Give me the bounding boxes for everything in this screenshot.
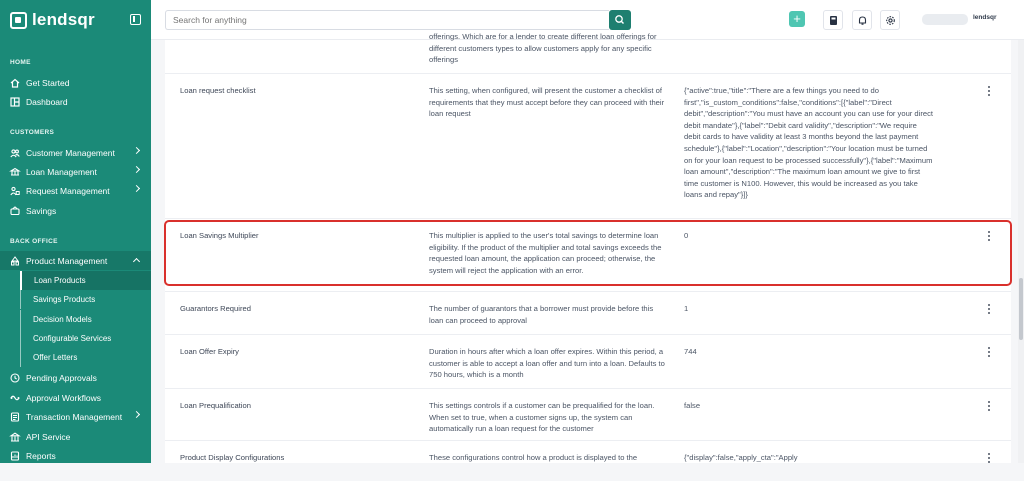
users-icon [10,148,20,158]
sidebar-item-label: Request Management [26,185,110,196]
sidebar-subitem-configurable-services[interactable]: Configurable Services [20,329,151,348]
request-icon [10,186,20,196]
sidebar-subitem-loan-products[interactable]: Loan Products [20,271,151,290]
sidebar-item-label: Pending Approvals [26,372,97,383]
setting-description: This multiplier is applied to the user's total savings to determine loan eligibility. If the product of the multiplier and total savings exceeds the requested loan amount, the application can proceed; otherwise, the system will reject the application with an error. [429,231,662,275]
dashboard-icon [10,97,20,107]
setting-description: This setting, when configured, will present the customer a checklist of requirements that they must accept before they can proceed with their loan request [429,86,665,119]
sidebar [0,0,151,463]
table-row [165,219,1011,292]
table-row [165,335,1011,389]
setting-name: Loan Prequalification [180,401,251,410]
scrollbar[interactable] [1018,40,1024,463]
section-heading-home: HOME [10,59,31,66]
sidebar-item-reports[interactable] [0,446,151,465]
table-row [165,389,1011,441]
sidebar-item-label: Transaction Management [26,411,123,422]
user-name-blurred[interactable] [922,14,968,25]
setting-description: offerings. Which are for a lender to create different loan offerings for different customers types to allow customers apply for any specific offerings [429,32,657,65]
workflow-icon [10,393,20,403]
savings-icon [10,206,20,216]
chevron-right-icon [133,166,140,173]
setting-value: 744 [684,347,697,356]
home-icon [10,78,20,88]
sidebar-subitem-savings-products[interactable]: Savings Products [20,290,151,309]
row-actions-icon[interactable] [986,347,992,357]
brand-logo[interactable] [10,10,95,30]
sidebar-item-label: Product Management [26,255,108,266]
bank-icon [10,432,20,442]
sidebar-item-loan-management[interactable] [0,162,151,181]
section-heading-customers: CUSTOMERS [10,129,55,136]
gear-icon [885,15,896,26]
search-icon [609,10,631,30]
row-actions-icon[interactable] [986,453,992,463]
sidebar-item-transaction-management[interactable] [0,407,151,426]
row-actions-icon[interactable] [986,86,992,96]
setting-name: Loan Offer Expiry [180,347,239,356]
sidebar-item-label: Reports [26,450,56,461]
sidebar-item-label: Get Started [26,77,70,88]
book-icon [828,15,839,26]
add-button[interactable] [789,11,805,27]
sidebar-item-label: Loan Management [26,166,97,177]
setting-description: This settings controls if a customer can be prequalified for the loan. When set to true, when a customer signs up, the system can automatically run a loan request for the customer [429,401,655,434]
section-heading-back-office: BACK OFFICE [10,238,58,245]
sidebar-item-label: Dashboard [26,96,68,107]
chevron-up-icon [133,258,140,265]
sidebar-item-label: Approval Workflows [26,392,101,403]
sidebar-item-customer-management[interactable] [0,143,151,162]
transaction-icon [10,412,20,422]
report-icon [10,451,20,461]
sidebar-item-label: Customer Management [26,147,115,158]
setting-description: Duration in hours after which a loan offer expires. Within this period, a customer is able to accept a loan offer and turn into a loan. Defaults to 750 hours, which is a month [429,347,665,380]
search-button[interactable] [609,10,631,30]
chevron-right-icon [133,411,140,418]
sidebar-item-label: API Service [26,431,71,442]
sidebar-subitem-decision-models[interactable]: Decision Models [20,310,151,329]
setting-description: The number of guarantors that a borrower must provide before this loan can proceed to approval [429,304,654,325]
lendsqr-logo-icon [10,12,27,29]
sidebar-item-approval-workflows[interactable] [0,388,151,407]
sidebar-item-savings[interactable] [0,201,151,220]
search-input[interactable] [165,10,609,30]
setting-name: Guarantors Required [180,304,251,313]
loan-icon [10,167,20,177]
plus-icon: + [793,11,801,26]
sidebar-item-api-service[interactable] [0,427,151,446]
chevron-right-icon [133,147,140,154]
sidebar-item-dashboard[interactable] [0,92,151,111]
sidebar-item-request-management[interactable] [0,181,151,200]
configurations-table [165,32,1011,463]
scrollbar-thumb[interactable] [1019,278,1023,340]
sidebar-item-pending-approvals[interactable] [0,368,151,387]
sidebar-item-get-started[interactable] [0,73,151,92]
setting-value: 0 [684,231,689,240]
clock-icon [10,373,20,383]
row-actions-icon[interactable] [986,401,992,411]
table-row [165,441,1011,481]
table-row [165,292,1011,335]
row-actions-icon[interactable] [986,304,992,314]
setting-value: {"display":false,"apply_cta":"Apply [684,453,798,462]
bell-icon [857,15,868,26]
sidebar-item-label: Savings [26,205,57,216]
settings-button[interactable] [880,10,900,30]
setting-name: Loan request checklist [180,86,256,95]
setting-value: {"active":true,"title":"There are a few things you need to do first","is_custom_conditions":false,"conditions":[{"label":"Direct debit","description":"You must have an account you can use for your direct debit mandate"},{"label":"Debit card validity","description":"We require debit cards to have validity at least 3 months beyond the last payment schedule"},{"label":"Location","description":"Your location must be turned on for your loan request to be processed successfully"},{"label":"Maximum loan amount","description":"The maximum loan amount we give to first time customer is N100. However, this would be increased as you take loans and repay"}]} [684,86,934,200]
setting-value: false [684,401,701,410]
collapse-sidebar-icon[interactable] [130,14,141,25]
setting-value: 1 [684,304,689,313]
book-button[interactable] [823,10,843,30]
setting-name: Product Display Configurations [180,453,285,462]
setting-description: These configurations control how a product is displayed to the [429,453,638,462]
sidebar-item-product-management[interactable] [0,251,151,270]
row-actions-icon[interactable] [986,231,992,241]
notifications-button[interactable] [852,10,872,30]
sidebar-subitem-offer-letters[interactable]: Offer Letters [20,348,151,367]
table-row [165,30,1011,74]
product-icon [10,256,20,266]
setting-name: Loan Savings Multiplier [180,231,259,240]
chevron-right-icon [133,185,140,192]
brand-name: lendsqr [32,10,95,29]
tenant-logo: lendsqr [973,14,997,21]
table-row [165,74,1011,219]
